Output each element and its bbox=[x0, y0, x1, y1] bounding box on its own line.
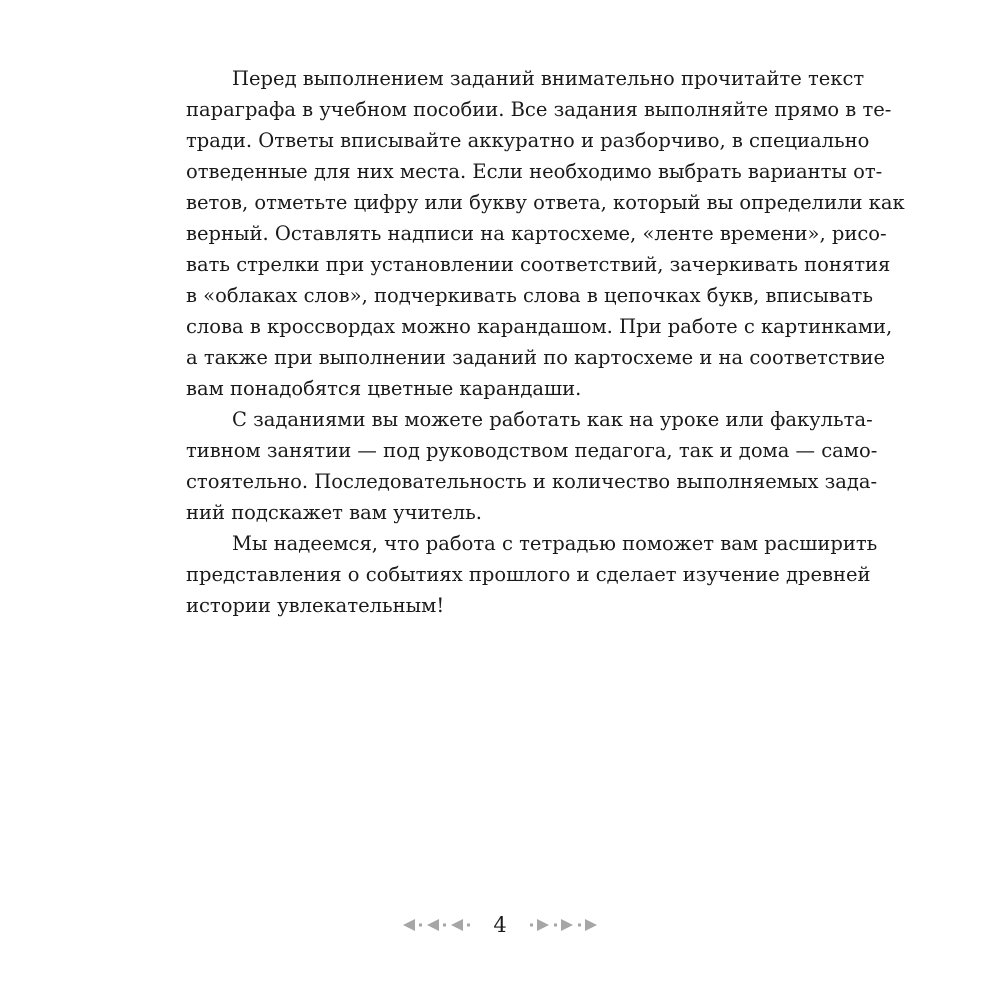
page-number: 4 bbox=[493, 913, 507, 937]
paragraph-1-line-3: тради. Ответы вписывайте аккуратно и разборчиво, в специально bbox=[186, 129, 870, 152]
paragraph-1-line-6: верный. Оставлять надписи на картосхеме, «ленте времени», рисо- bbox=[186, 222, 887, 245]
paragraph-1-line-4: отведенные для них места. Если необходимо выбрать варианты от- bbox=[186, 160, 883, 183]
paragraph-2-line-3: стоятельно. Последовательность и количество выполняемых зада- bbox=[186, 470, 878, 493]
paragraph-1-line-11: вам понадобятся цветные карандаши. bbox=[186, 377, 582, 400]
paragraph-2-line-1: С заданиями вы можете работать как на уроке или факульта- bbox=[232, 408, 873, 431]
paragraph-2-line-2: тивном занятии — под руководством педагога, так и дома — само- bbox=[186, 439, 878, 462]
body-text bbox=[186, 63, 905, 621]
paragraph-3 bbox=[186, 528, 878, 621]
paragraph-3-line-1: Мы надеемся, что работа с тетрадью поможет вам расширить bbox=[232, 532, 878, 555]
paragraph-3-line-3: истории увлекательным! bbox=[186, 594, 445, 617]
paragraph-1-line-2: параграфа в учебном пособии. Все задания выполняйте прямо в те- bbox=[186, 98, 892, 121]
paragraph-1-line-9: слова в кроссвордах можно карандашом. При работе с картинками, bbox=[186, 315, 893, 338]
paragraph-3-line-2: представления о событиях прошлого и сделает изучение древней bbox=[186, 563, 871, 586]
paragraph-1-line-1: Перед выполнением заданий внимательно прочитайте текст bbox=[232, 67, 865, 90]
paragraph-1-line-10: а также при выполнении заданий по картосхеме и на соответствие bbox=[186, 346, 886, 369]
left-arrow-ornament-icon bbox=[403, 918, 479, 932]
paragraph-2-line-4: ний подскажет вам учитель. bbox=[186, 501, 482, 524]
paragraph-1-line-5: ветов, отметьте цифру или букву ответа, который вы определили как bbox=[186, 191, 905, 214]
right-arrow-ornament-icon bbox=[521, 918, 597, 932]
paragraph-1-line-8: в «облаках слов», подчеркивать слова в цепочках букв, вписывать bbox=[186, 284, 873, 307]
paragraph-2 bbox=[186, 404, 878, 528]
paragraph-1-line-7: вать стрелки при установлении соответствий, зачеркивать понятия bbox=[186, 253, 891, 276]
page-footer bbox=[0, 908, 1000, 942]
paragraph-1 bbox=[186, 63, 905, 404]
